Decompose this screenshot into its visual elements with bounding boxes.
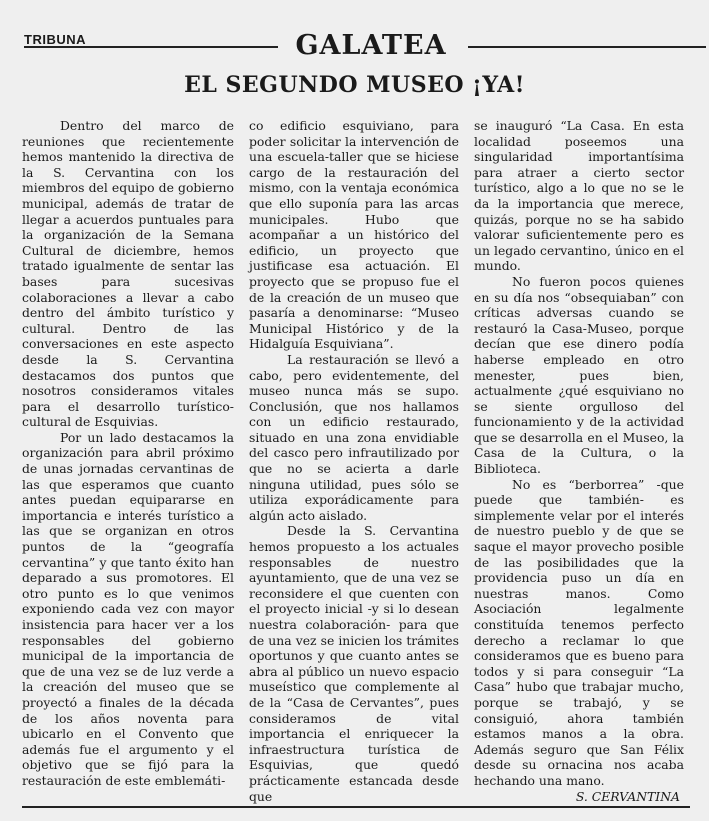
footer-rule (22, 806, 690, 808)
article-column-1 (22, 118, 234, 789)
header-rule-right (468, 46, 706, 48)
paragraph: La restauración se llevó a cabo, pero evidentemente, del museo nunca más se supo. Conclusión, que nos hallamos con un edificio restaurado, situado en una zona envidiable del casco pero infrautilizado por que no se acierta a darle ninguna utilidad, pues sólo se utiliza exporádicamente para algún acto aislado. (249, 351, 459, 523)
page-header (20, 30, 692, 60)
paragraph: se inauguró “La Casa. En esta localidad poseemos una singularidad importantísima para atraer a cierto sector turístico, algo a lo que no se le da la importancia que merece, quizás, porque no se ha sabido valorar suficientemente pero es un legado cervantino, único en el mundo. (474, 118, 684, 274)
paragraph: No fueron pocos quienes en su día nos “obsequiaban” con críticas adversas cuando se restauró la Casa-Museo, porque decían que ese dinero podía haberse empleado en otro menester, pues bien, actualmente ¿qué esquiviano no se siente orgulloso del funcionamiento y de la actividad que se desarrolla en el Museo, la Casa de la Cultura, o la Biblioteca. (474, 273, 684, 477)
paragraph: co edificio esquiviano, para poder solicitar la intervención de una escuela-taller que se hiciese cargo de la restauración del mismo, con la ventaja económica que ello suponía para las arcas municipales. Hubo que acompañar a un histórico del edificio, un proyecto que justificase esa actuación. El proyecto que se propuso fue el de la creación de un museo que pasaría a denominarse: “Museo Municipal Histórico y de la Hidalguía Esquiviana”. (249, 118, 459, 352)
section-label: TRIBUNA (24, 32, 86, 47)
paragraph: Desde la S. Cervantina hemos propuesto a los actuales responsables de nuestro ayuntamiento, que de una vez se reconsidere el que cuenten con el proyecto inicial -y si lo desean nuestra colaboración- para que de una vez se inicien los trámites oportunos y que cuanto antes se abra al público un nuevo espacio museístico que complemente al de la “Casa de Cervantes”, pues consideramos de vital importancia el enriquecer la infraestructura turística de Esquivias, que quedó prácticamente estancada desde que (249, 523, 459, 804)
article-signature: S. CERVANTINA (575, 788, 680, 804)
paragraph: No es “berborrea” -que puede que también- es simplemente velar por el interés de nuestro pueblo y de que se saque el mayor provecho posible de las posibilidades que la providencia puso un día en nuestras manos. Como Asociación legalmente constituída tenemos perfecto derecho a reclamar lo que consideramos que es bueno para todos y si para conseguir “La Casa” hubo que trabajar mucho, porque se trabajó, y se consiguió, ahora también estamos manos a la obra. Además seguro que San Félix desde su ornacina nos acaba hechando una mano. (474, 476, 684, 788)
article-column-2 (249, 118, 459, 804)
masthead-title: GALATEA (295, 30, 447, 61)
article-headline: EL SEGUNDO MUSEO ¡YA! (184, 72, 525, 98)
article-column-3 (474, 118, 684, 804)
paragraph: Por un lado destacamos la organización para abril próximo de unas jornadas cervantinas de las que esperamos que cuanto antes puedan equipararse en importancia e interés turístico a las que se organizan en otros puntos de la “geografía cervantina” y que tanto éxito han deparado a sus promotores. El otro punto es lo que venimos exponiendo cada vez con mayor insistencia para hacer ver a los responsables del gobierno municipal de la importancia de que de una vez se de luz verde a la creación del museo que se proyectó a finales de la década de los años noventa para ubicarlo en el Convento que además fue el argumento y el objetivo que se fijó para la restauración de este emblemáti- (22, 429, 234, 788)
header-rule-left (24, 46, 278, 48)
paragraph: Dentro del marco de reuniones que recientemente hemos mantenido la directiva de la S. Cervantina con los miembros del equipo de gobierno municipal, además de tratar de llegar a acuerdos puntuales para la organización de la Semana Cultural de diciembre, hemos tratado igualmente de sentar las bases para sucesivas colaboraciones a llevar a cabo dentro del ámbito turístico y cultural. Dentro de las conversaciones en este aspecto desde la S. Cervantina destacamos dos puntos que nosotros consideramos vitales para el desarrollo turístico-cultural de Esquivias. (22, 118, 234, 430)
